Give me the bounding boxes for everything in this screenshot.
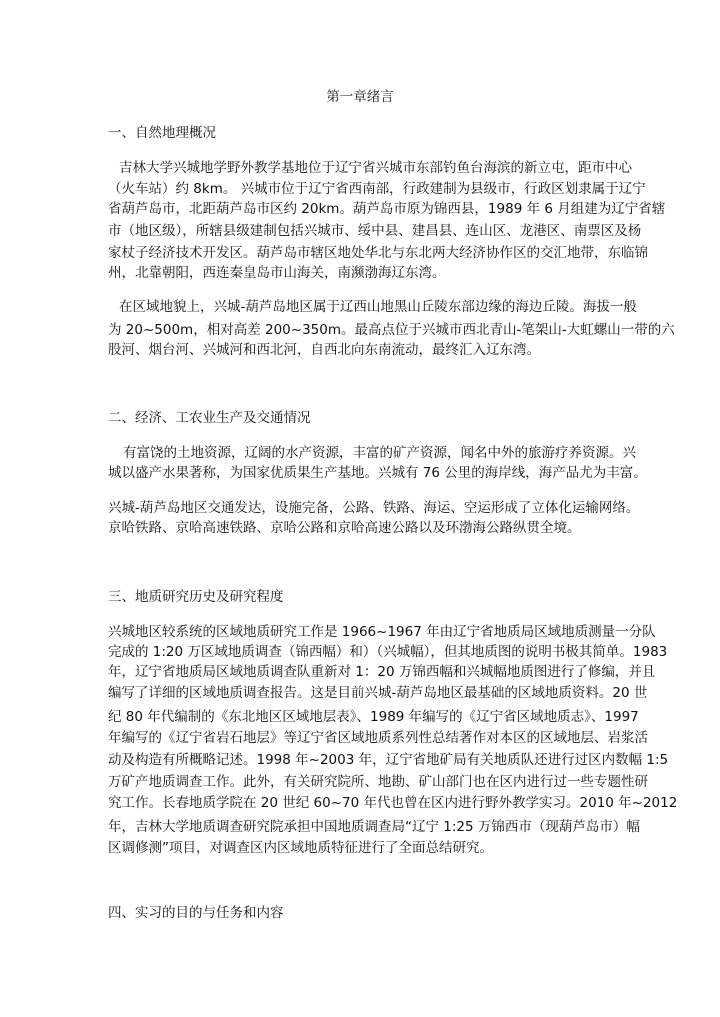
page-title: 第一章绪言 [326,89,394,105]
text-line: 家杖子经济技术开发区。葫芦岛市辖区地处华北与东北两大经济协作区的交汇地带，东临锦 [108,245,648,261]
text-line: 省葫芦岛市，北距葫芦岛市区约 20km。葫芦岛市原为锦西县，1989 年 6 月组建为辽宁省辖 [108,201,666,217]
text-line: 兴城地区较系统的区域地质研究工作是 1966~1967 年由辽宁省地质局区域地质测量一分队 [108,624,656,640]
text-line: 吉林大学兴城地学野外教学基地位于辽宁省兴城市东部钓鱼台海滨的新立屯，距市中心 [119,160,632,176]
section-heading: 四、实习的目的与任务和内容 [108,905,284,921]
section-heading: 二、经济、工农业生产及交通情况 [108,410,311,426]
text-line: 股河、烟台河、兴城河和西北河，自西北向东南流动，最终汇入辽东湾。 [108,342,540,358]
section-heading: 三、地质研究历史及研究程度 [108,589,284,605]
text-line: 究工作。长春地质学院在 20 世纪 60~70 年代也曾在区内进行野外教学实习。2010 年~2012 [108,795,678,811]
text-line: 京哈铁路、京哈高速铁路、京哈公路和京哈高速公路以及环渤海公路纵贯全境。 [108,520,581,536]
text-line: （火车站）约 8km。 兴城市位于辽宁省西南部，行政建制为县级市，行政区划隶属于辽宁 [108,181,646,197]
text-line: 在区域地貌上，兴城-葫芦岛地区属于辽西山地黑山丘陵东部边缘的海边丘陵。海拔一般 [119,299,637,315]
text-line: 编写了详细的区域地质调查报告。这是目前兴城-葫芦岛地区最基础的区域地质资料。20 世 [108,685,648,701]
text-line: 有富饶的土地资源，辽阔的水产资源，丰富的矿产资源，闻名中外的旅游疗养资源。兴 [123,445,636,461]
text-line: 为 20~500m，相对高差 200~350m。最高点位于兴城市西北青山-笔架山-大虹螺山一带的六 [108,322,675,338]
text-line: 年编写的《辽宁省岩石地层》等辽宁省区域地质系列性总结著作对本区的区域地层、岩浆活 [108,730,648,746]
text-line: 完成的 1:20 万区域地质调查（锦西幅）和）（兴城幅），但其地质图的说明书极其简单。1983 [108,644,668,660]
text-line: 纪 80 年代编制的《东北地区区域地层表》、1989 年编写的《辽宁省区域地质志》、1997 [108,709,639,725]
text-line: 万矿产地质调查工作。此外，有关研究院所、地勘、矿山部门也在区内进行过一些专题性研 [108,774,648,790]
text-line: 区调修测”项目，对调查区内区域地质特征进行了全面总结研究。 [108,840,493,856]
text-line: 市（地区级），所辖县级建制包括兴城市、绥中县、建昌县、连山区、龙港区、南票区及杨 [108,223,642,239]
text-line: 年，辽宁省地质局区域地质调查队重新对 1：20 万锦西幅和兴城幅地质图进行了修编，并且 [108,664,656,680]
text-line: 城以盛产水果著称，为国家优质果生产基地。兴城有 76 公里的海岸线，海产品尤为丰富。 [108,465,647,481]
text-line: 兴城-葫芦岛地区交通发达，设施完备，公路、铁路、海运、空运形成了立体化运输网络。 [108,500,640,516]
text-line: 州，北靠朝阳，西连秦皇岛市山海关，南濒渤海辽东湾。 [108,265,446,281]
text-line: 年，吉林大学地质调查研究院承担中国地质调查局“辽宁 1:25 万锦西市（现葫芦岛市）幅 [108,819,640,835]
text-line: 动及构造有所概略记述。1998 年~2003 年，辽宁省地矿局有关地质队还进行过区内数幅 1:5 [108,752,669,768]
section-heading: 一、自然地理概况 [108,125,216,141]
